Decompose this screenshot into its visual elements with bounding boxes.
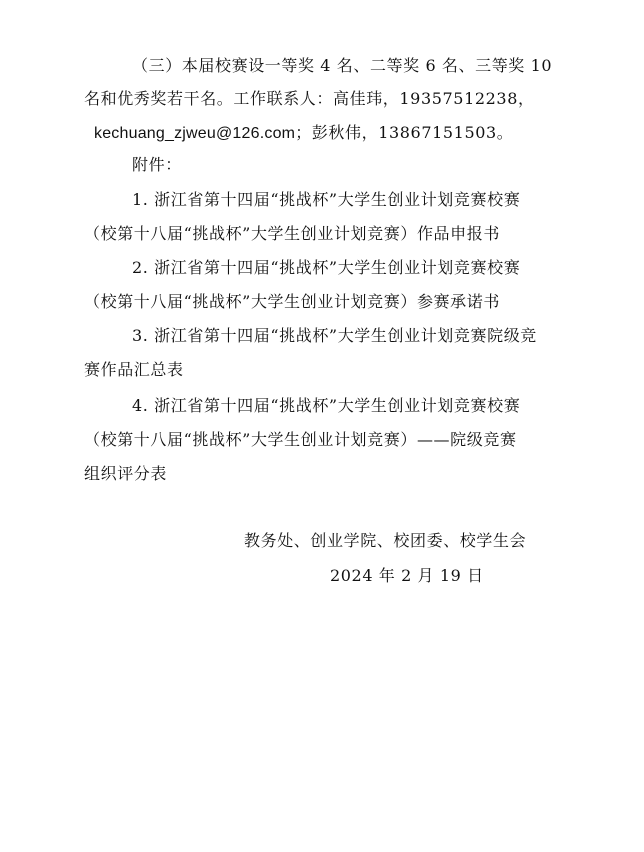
contact-rest: ；彭秋伟，13867151503。 <box>295 123 514 142</box>
attachments-title: 附件： <box>132 155 182 174</box>
attachment-3-line-1: 3. 浙江省第十四届“挑战杯”大学生创业计划竞赛院级竞 <box>132 326 537 345</box>
attachment-4-line-3: 组织评分表 <box>84 464 168 483</box>
attachment-2-line-2: （校第十八届“挑战杯”大学生创业计划竞赛）参赛承诺书 <box>84 292 500 311</box>
attachment-3-line-2: 赛作品汇总表 <box>84 360 184 379</box>
section-3-line-3 <box>94 123 644 144</box>
attachment-4-line-1: 4. 浙江省第十四届“挑战杯”大学生创业计划竞赛校赛 <box>132 396 521 415</box>
section-3-line-2: 名和优秀奖若干名。工作联系人：高佳玮，19357512238， <box>84 89 535 108</box>
attachment-2-line-1: 2. 浙江省第十四届“挑战杯”大学生创业计划竞赛校赛 <box>132 258 521 277</box>
section-3-line-1: （三）本届校赛设一等奖 4 名、二等奖 6 名、三等奖 10 <box>132 56 553 75</box>
contact-email: kechuang_zjweu@126.com <box>94 125 296 142</box>
attachment-1-line-1: 1. 浙江省第十四届“挑战杯”大学生创业计划竞赛校赛 <box>132 190 521 209</box>
issuer-signature: 教务处、创业学院、校团委、校学生会 <box>244 531 527 550</box>
issue-date: 2024 年 2 月 19 日 <box>330 566 484 585</box>
attachment-4-line-2: （校第十八届“挑战杯”大学生创业计划竞赛）——院级竞赛 <box>84 430 517 449</box>
attachment-1-line-2: （校第十八届“挑战杯”大学生创业计划竞赛）作品申报书 <box>84 224 500 243</box>
